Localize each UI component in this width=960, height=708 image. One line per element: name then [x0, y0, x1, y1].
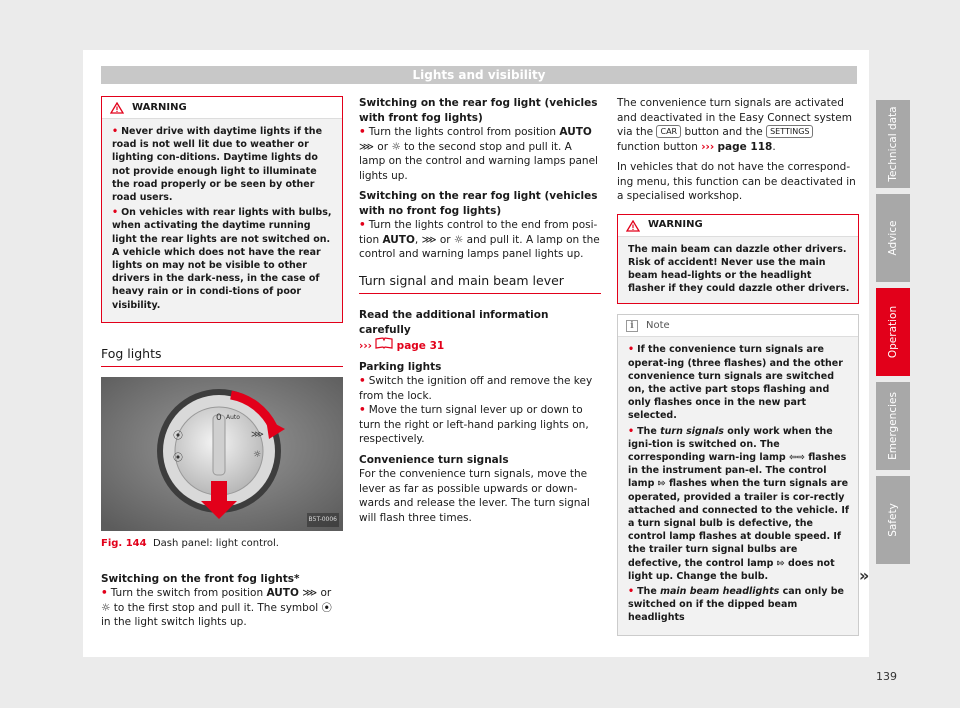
rear-fog-front-instruction: • Turn the lights control from position AUTO ⋙ or ☼ to the second stop and pull it. A lamp on the control and warning lamps panel lights up.	[359, 126, 598, 182]
light-control-figure	[101, 377, 343, 531]
trailer-signal-icon: ⇰	[657, 478, 666, 490]
section-heading-fog-lights: Fog lights	[101, 347, 343, 368]
note-label: Note	[646, 319, 670, 331]
rear-fog-front-title: Switching on the rear fog light (vehicles with front fog lights)	[359, 97, 598, 124]
low-beam-icon: ☼	[101, 601, 111, 614]
convenience-text: For the convenience turn signals, move the lever as far as possible upwards or down-wards and release the lever. The turn signal will flash three times.	[359, 468, 590, 524]
book-icon	[375, 337, 393, 349]
svg-text:⦿: ⦿	[173, 453, 183, 465]
figure-code: B5T-0006	[307, 513, 339, 528]
parking-step: • Switch the ignition off and remove the key from the lock.	[359, 375, 593, 402]
svg-text:⋙: ⋙	[251, 430, 264, 441]
auto-symbol-icon: AUTO	[559, 126, 592, 138]
tab-operation[interactable]: Operation	[876, 288, 910, 376]
light-switch-illustration	[101, 377, 343, 531]
svg-text:⦿: ⦿	[173, 431, 183, 443]
warning-label: WARNING	[132, 101, 187, 113]
page-number: 139	[876, 670, 897, 683]
figure-caption: Fig. 144 Dash panel: light control.	[101, 538, 279, 550]
side-light-icon: ⋙	[421, 233, 437, 246]
trailer-signal-icon: ⇰	[776, 557, 785, 569]
column-left	[101, 96, 343, 636]
note-item: • The main beam headlights can only be switched on if the dipped beam headlights	[628, 585, 844, 624]
low-beam-icon: ☼	[453, 233, 464, 246]
warning-triangle-icon	[110, 102, 124, 114]
note-item: • If the convenience turn signals are operat-ing (three flashes) and the other convenience turn signals are switched on, the active part stops flashing and only flashes once in the new part selected.	[628, 344, 843, 422]
section-heading-turn-signal: Turn signal and main beam lever	[359, 274, 601, 295]
warning-text: The main beam can dazzle other drivers. Risk of accident! Never use the main beam head-lights or the headlight flasher if they could dazzle other drivers.	[628, 243, 850, 295]
warning-header	[102, 97, 342, 119]
low-beam-icon: ☼	[391, 140, 401, 153]
front-fog-title: Switching on the front fog lights*	[101, 572, 300, 585]
column-middle	[359, 96, 601, 531]
car-button-key: CAR	[656, 125, 681, 138]
parking-step: • Move the turn signal lever up or down to turn the right or left-hand parking lights on, respectively.	[359, 404, 589, 445]
tab-technical-data[interactable]: Technical data	[876, 100, 910, 188]
parking-lights-title: Parking lights	[359, 360, 442, 373]
settings-button-key: SETTINGS	[766, 125, 813, 138]
read-more-text: Read the additional information carefully	[359, 309, 549, 336]
page-ref-link[interactable]: page 118	[717, 140, 773, 153]
workshop-text: In vehicles that do not have the correspond-ing menu, this function can be deactivated in a specialised workshop.	[617, 161, 856, 202]
read-more-link[interactable]: ››› page 31	[359, 337, 601, 354]
note-box	[617, 314, 859, 635]
tab-advice[interactable]: Advice	[876, 194, 910, 282]
side-tabs	[876, 100, 910, 570]
page-header: Lights and visibility	[101, 66, 857, 84]
note-item: • The turn signals only work when the igni-tion is switched on. The corresponding warn-ing lamp ⇦⇨ flashes in the instrument pan-el. The control lamp ⇰ flashes when the turn signals are operated, provided a trailer is cor-rectly attached and connected to the vehicle. If a turn signal bulb is defective, the control lamp flashes at double speed. If the trailer turn signal bulbs are defective, the control lamp ⇰ does not light up. Change the bulb.	[628, 425, 849, 582]
tab-safety[interactable]: Safety	[876, 476, 910, 564]
side-light-icon: ⋙	[359, 140, 374, 153]
auto-symbol-icon: AUTO	[266, 587, 299, 600]
warning-label: WARNING	[648, 219, 703, 231]
continue-arrow: »	[859, 566, 870, 585]
dial-label-auto: Auto	[226, 414, 240, 422]
convenience-title: Convenience turn signals	[359, 453, 509, 466]
turn-signal-warning-icon: ⇦⇨	[789, 451, 805, 463]
warning-item: • On vehicles with rear lights with bulbs, when activating the daytime running light the rear lights are not switched on. A vehicle which does not have the rear lights on may not be visible to other drivers in the dark-ness, in the case of heavy rain or in condi-tions of poor visibility.	[112, 207, 332, 311]
rear-fog-nofront-instruction: • Turn the lights control to the end from posi-tion AUTO, ⋙ or ☼ and pull it. A lamp on the control and warning lamps panel lights up.	[359, 219, 600, 260]
dial-label-zero: 0	[216, 413, 222, 424]
auto-symbol-icon: AUTO	[382, 233, 415, 246]
rear-fog-nofront-title: Switching on the rear fog light (vehicles with no front fog lights)	[359, 190, 598, 217]
svg-text:☼: ☼	[253, 450, 262, 461]
warning-box-main-beam	[617, 214, 859, 305]
tab-emergencies[interactable]: Emergencies	[876, 382, 910, 470]
front-fog-instruction: • Turn the switch from position AUTO ⋙ or ☼ to the first stop and pull it. The symbol ⦿ in the light switch lights up.	[101, 587, 332, 629]
warning-item: • Never drive with daytime lights if the road is not well lit due to weather or lighting con-ditions. Daytime lights do not provide enough light to illuminate the road properly or be seen by other road users.	[112, 126, 323, 204]
fog-light-icon: ⦿	[321, 601, 332, 614]
convenience-activation-text: The convenience turn signals are activated and deactivated in the Easy Connect system via the CAR button and the SETTINGS function button ››› page 118.	[617, 97, 852, 153]
side-light-icon: ⋙	[302, 587, 318, 600]
column-right	[617, 96, 859, 636]
info-icon: i	[626, 320, 638, 332]
warning-triangle-icon	[626, 220, 640, 232]
warning-box	[101, 96, 343, 323]
